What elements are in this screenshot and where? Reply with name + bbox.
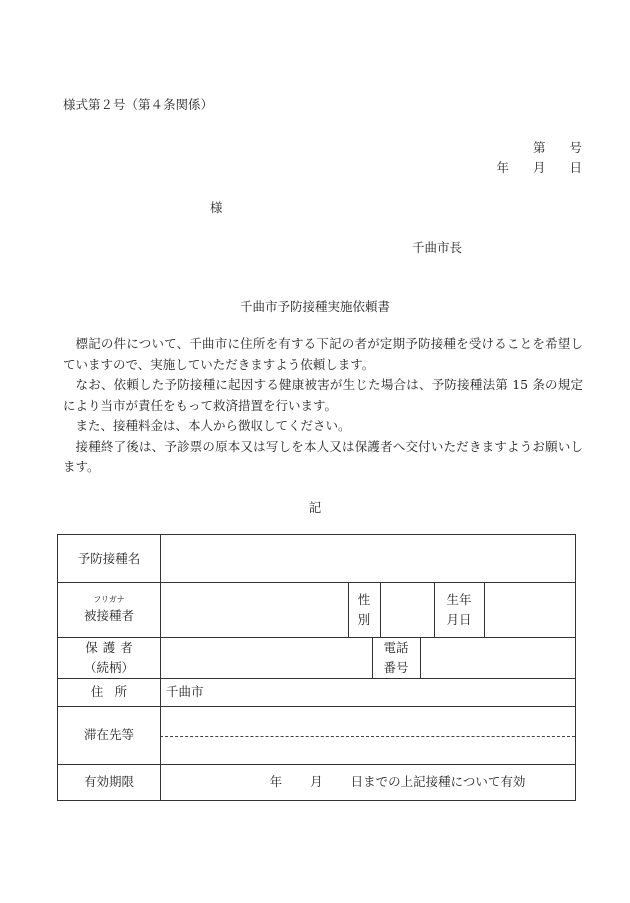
guardian-label: 保護者	[85, 639, 138, 655]
stay-field-2[interactable]	[160, 736, 575, 764]
validity-label: 有効期限	[83, 774, 134, 789]
phone-label-1: 電話	[383, 639, 409, 655]
relation-label: （続柄）	[83, 659, 134, 675]
mayor-name: 千曲市長	[412, 240, 463, 255]
body-paragraph-1: 標記の件について、千曲市に住所を有する下記の者が定期予防接種を受けることを希望していますので、実施していただきますよう依頼します。	[63, 336, 583, 372]
ki-heading: 記	[308, 500, 322, 515]
birth-date-field[interactable]	[484, 582, 575, 637]
furigana-label: フリガナ	[93, 594, 125, 604]
validity-suffix: 日までの上記接種について有効	[350, 774, 526, 789]
sex-label-1: 性	[357, 591, 371, 607]
recipient-label-cell	[58, 582, 160, 637]
stay-label: 滞在先等	[83, 727, 134, 742]
sex-label-cell	[348, 582, 380, 637]
phone-field[interactable]	[420, 637, 575, 678]
phone-label-2: 番号	[383, 659, 409, 675]
validity-year: 年	[269, 774, 283, 789]
birth-label-1: 生年	[446, 591, 472, 607]
body-text	[63, 334, 583, 478]
number-go: 号	[569, 140, 582, 155]
birth-label-2: 月日	[446, 611, 472, 627]
body-paragraph-2: なお、依頼した予防接種に起因する健康被害が生じた場合は、予防接種法第 15 条の規定により当市が責任をもって救済措置を行います。	[63, 377, 583, 413]
document-number-line	[513, 138, 582, 156]
body-paragraph-4: 接種終了後は、予診票の原本又は写しを本人又は保護者へ交付いただきますようお願いします。	[63, 438, 583, 474]
recipient-label: 被接種者	[83, 607, 134, 623]
sex-label-2: 別	[357, 611, 371, 627]
date-month: 月	[532, 160, 546, 175]
validity-field[interactable]	[160, 764, 575, 800]
vaccine-name-field[interactable]	[160, 535, 575, 582]
date-day: 日	[569, 160, 582, 175]
date-line	[476, 158, 582, 176]
address-value: 千曲市	[166, 684, 204, 699]
guardian-label-cell	[58, 637, 160, 678]
recipient-name-field[interactable]	[160, 582, 348, 637]
document-title: 千曲市予防接種実施依頼書	[239, 299, 390, 314]
date-year: 年	[496, 160, 509, 175]
birth-label-cell	[434, 582, 484, 637]
form-number: 様式第２号（第４条関係）	[63, 97, 214, 112]
guardian-name-field[interactable]	[160, 637, 372, 678]
address-field[interactable]	[160, 678, 575, 706]
sex-field[interactable]	[380, 582, 434, 637]
stay-field-1[interactable]	[160, 706, 575, 736]
number-dai: 第	[532, 140, 546, 155]
address-label: 住所	[90, 684, 139, 699]
address-label-cell	[58, 678, 160, 706]
request-table	[57, 534, 576, 801]
vaccine-name-label: 予防接種名	[77, 550, 141, 566]
validity-month: 月	[310, 774, 323, 789]
body-paragraph-3: また、接種料金は、本人から徴収してください。	[75, 418, 351, 433]
phone-label-cell	[372, 637, 420, 678]
addressee-suffix: 様	[210, 200, 223, 215]
